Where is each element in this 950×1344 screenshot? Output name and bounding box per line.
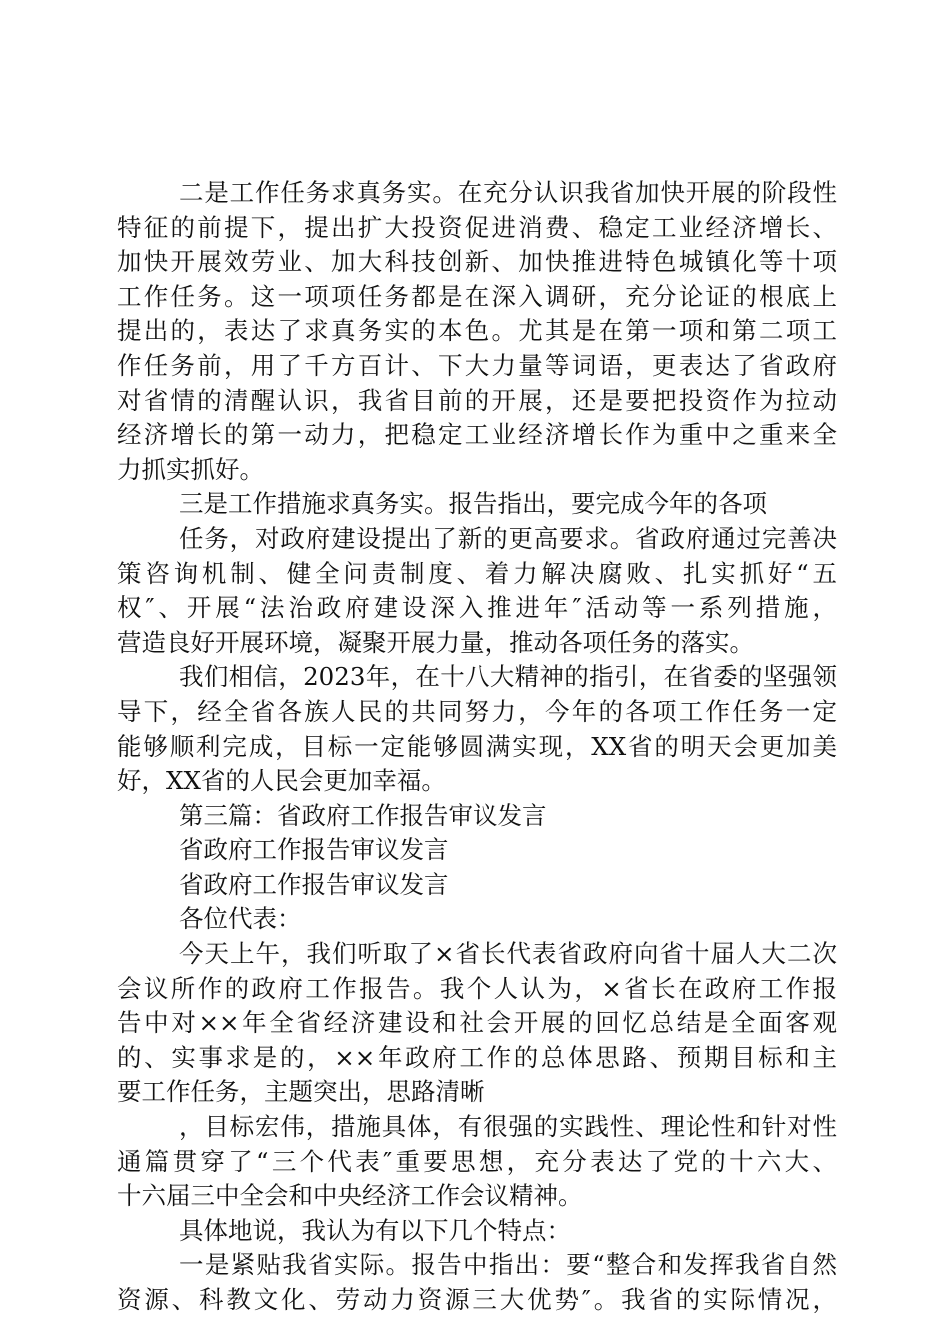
text-line: 对省情的清醒认识，我省目前的开展，还是要把投资作为拉动: [117, 385, 837, 415]
text-line: 工作任务。这一项项任务都是在深入调研，充分论证的根底上: [117, 281, 837, 311]
text-line: 导下，经全省各族人民的共同努力，今年的各项工作任务一定: [117, 696, 837, 726]
text-line: 通篇贯穿了“三个代表″重要思想，充分表达了党的十六大、: [117, 1146, 837, 1176]
text-line: 策咨询机制、健全问责制度、着力解决腐败、扎实抓好“五: [117, 558, 837, 588]
text-line: 告中对××年全省经济建设和社会开展的回忆总结是全面客观: [117, 1008, 837, 1038]
text-line: 十六届三中全会和中央经济工作会议精神。: [117, 1181, 583, 1211]
text-line: 一是紧贴我省实际。报告中指出：要“整合和发挥我省自然: [179, 1250, 837, 1280]
text-line: 特征的前提下，提出扩大投资促进消费、稳定工业经济增长、: [117, 212, 837, 242]
text-line: 经济增长的第一动力，把稳定工业经济增长作为重中之重来全: [117, 420, 837, 450]
text-line: 二是工作任务求真务实。在充分认识我省加快开展的阶段性: [179, 178, 837, 207]
text-line: ，目标宏伟，措施具体，有很强的实践性、理论性和针对性: [179, 1112, 837, 1142]
text-line: 能够顺利完成，目标一定能够圆满实现，XX省的明天会更加美: [117, 731, 837, 761]
text-line: 资源、科教文化、劳动力资源三大优势″。我省的实际情况，: [117, 1285, 837, 1314]
text-line: 任务，对政府建设提出了新的更高要求。省政府通过完善决: [179, 523, 837, 553]
text-line: 要工作任务，主题突出，思路清晰: [117, 1077, 485, 1107]
text-line: 力抓实抓好。: [117, 454, 264, 484]
text-line: 提出的，表达了求真务实的本色。尤其是在第一项和第二项工: [117, 316, 837, 346]
text-line: 各位代表：: [179, 904, 302, 934]
document-body: [117, 176, 837, 1318]
text-line: 加快开展效劳业、加大科技创新、加快推进特色城镇化等十项: [117, 247, 837, 277]
text-line: 权″、开展“法治政府建设深入推进年″活动等一系列措施，: [117, 593, 837, 623]
text-line: 作任务前，用了千方百计、下大力量等词语，更表达了省政府: [117, 350, 837, 380]
text-line: 第三篇：省政府工作报告审议发言: [179, 800, 547, 830]
text-line: 营造良好开展环境，凝聚开展力量，推动各项任务的落实。: [117, 627, 754, 657]
text-line: 会议所作的政府工作报告。我个人认为，×省长在政府工作报: [117, 973, 837, 1003]
text-line: 的、实事求是的，××年政府工作的总体思路、预期目标和主: [117, 1042, 837, 1072]
text-line: 省政府工作报告审议发言: [179, 869, 449, 899]
text-line: 省政府工作报告审议发言: [179, 835, 449, 865]
text-line: 我们相信，2023年，在十八大精神的指引，在省委的坚强领: [179, 662, 837, 692]
text-line: 今天上午，我们听取了×省长代表省政府向省十届人大二次: [179, 939, 837, 969]
text-line: 好，XX省的人民会更加幸福。: [117, 766, 446, 796]
text-line: 具体地说，我认为有以下几个特点：: [179, 1215, 571, 1245]
text-line: 三是工作措施求真务实。报告指出，要完成今年的各项: [179, 489, 767, 519]
